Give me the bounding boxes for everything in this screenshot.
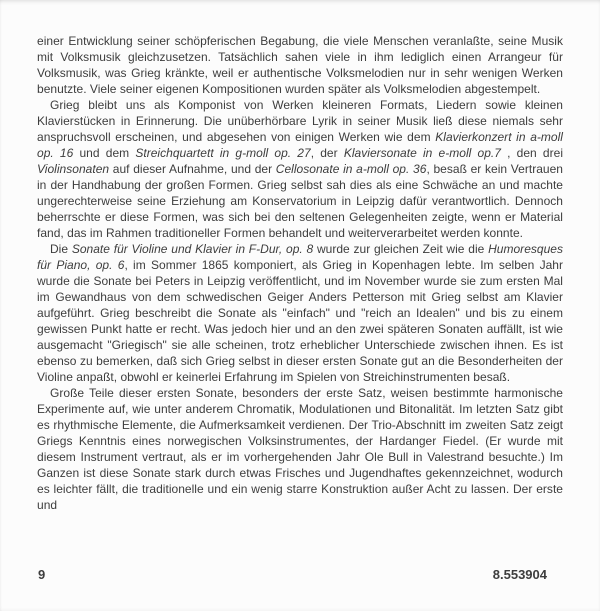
paragraph-erste-sonate [37, 385, 563, 513]
text-segment: , den drei [500, 146, 564, 160]
italic-text-segment: Cellosonate in a-moll op. 36 [275, 162, 427, 176]
text-segment: Grieg bleibt uns als Komponist von Werken kleineren Formats, Liedern sowie kleinen Klavierstücken in Erinnerung. Die unüberhörbare Lyrik in seiner Musik ließ diese niemals sehr anspruchsvoll erscheinen, und abgesehen von einigen Werken wie dem [37, 98, 563, 144]
text-segment: , der [310, 146, 344, 160]
page-number: 9 [38, 567, 46, 582]
text-segment: auf dieser Aufnahme, und der [109, 162, 276, 176]
italic-text-segment: Streichquartett in g-moll op. 27 [135, 146, 311, 160]
text-segment: einer Entwicklung seiner schöpferischen Begabung, die viele Menschen veranlaßte, seine Musik mit Volksmusik gleichzusetzen. Tatsächlich sahen viele in ihm lediglich einen Arrangeur für Volksmusik, was Grieg kränkte, weil er authentische Volksmelodien nur in sehr wenigen Werken benutzte. Viele seiner eigenen Kompositionen wurden später als Volksmelodien abgestempelt. [37, 34, 563, 96]
paragraph-kleinere-formate [37, 97, 563, 241]
paragraph-continuation [37, 33, 563, 97]
text-segment: , besaß er kein Vertrauen in der Handhabung der großen Formen. Grieg selbst sah dies als eine Schwäche an und machte ungerechterweise seine Erziehung am Konservatorium in Leipzig dafür verantwortlich. Dennoch beherrschte er diese Formen, was sich bei den seltenen Gelegenheiten zeigte, wenn er Material fand, das im Rahmen traditioneller Formen behandelt und weiterverarbeitet werden konnte. [37, 162, 563, 240]
italic-text-segment: Klaviersonate in e-moll op.7 [343, 146, 501, 160]
text-segment: wurde zur gleichen Zeit wie die [313, 242, 489, 256]
italic-text-segment: Humoresques für Piano, op. 6 [37, 242, 564, 272]
italic-text-segment: Klavierkonzert in a-moll op. 16 [37, 130, 563, 160]
text-segment: , im Sommer 1865 komponiert, als Grieg in Kopenhagen lebte. Im selben Jahr wurde die Sonate bei Peters in Leipzig veröffentlicht, und im November wurde sie zum ersten Mal im Gewandhaus von dem schwedischen Geiger Anders Petterson mit Grieg selbst am Klavier aufgeführt. Grieg beschreibt die Sonate als "einfach" und "reich an Idealen" und bis zu einem gewissen Punkt hatte er recht. Was jedoch hier und an den zwei späteren Sonaten auffällt, ist wie ausgemacht "Griegisch" sie alle scheinen, trotz erheblicher Unterschiede zwischen ihnen. Es ist ebenso zu bemerken, daß sich Grieg selbst in dieser ersten Sonate gut an die Besonderheiten der Violine anpaßt, obwohl er keinerlei Erfahrung im Spielen von Streichinstrumenten besaß. [37, 258, 563, 384]
text-segment: Die [50, 242, 72, 256]
text-segment: Große Teile dieser ersten Sonate, besonders der erste Satz, weisen bestimmte harmonische Experimente auf, wie unter anderem Chromatik, Modulationen und Bitonalität. Im letzten Satz gibt es rhythmische Elemente, die Aufmerksamkeit verdienen. Der Trio-Abschnitt im zweiten Satz zeigt Griegs Kenntnis eines norwegischen Volksinstrumentes, der Hardanger Fiedel. (Er wurde mit diesem Instrument vertraut, als er im vorhergehenden Jahr Ole Bull in Valestrand besuchte.) Im Ganzen ist diese Sonate stark durch etwas Frisches und Jugendhaftes gekennzeichnet, wodurch es leichter fällt, die traditionelle und ein wenig starre Konstruktion außer Acht zu lassen. Der erste und [37, 386, 563, 512]
catalog-number: 8.553904 [492, 567, 547, 582]
paragraph-sonate-f-dur [37, 241, 563, 385]
text-segment: und dem [73, 146, 136, 160]
italic-text-segment: Sonate für Violine und Klavier in F-Dur, op. 8 [71, 242, 314, 256]
page-footer [38, 567, 547, 583]
text-column [37, 33, 563, 513]
italic-text-segment: Violinsonaten [37, 162, 110, 176]
